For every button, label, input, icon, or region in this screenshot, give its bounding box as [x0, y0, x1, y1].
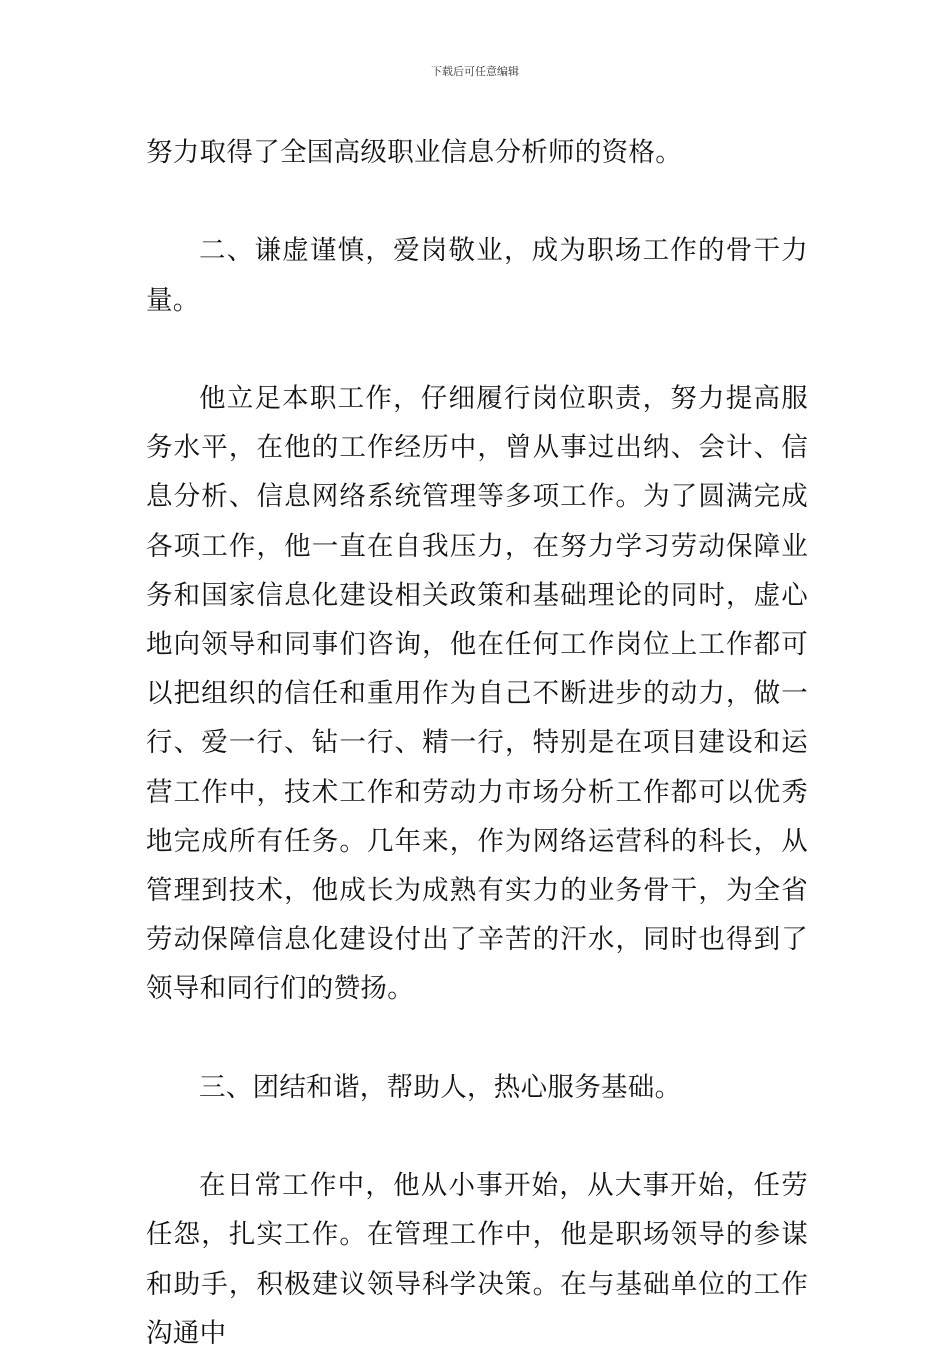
document-body: [146, 128, 808, 1358]
section-heading-three: 三、团结和谐，帮助人，热心服务基础。: [199, 1071, 682, 1103]
section-heading-two: 二、谦虚谨慎，爱岗敬业，成为职场工作的骨干力量。: [146, 235, 808, 316]
paragraph-gap: [146, 325, 808, 374]
paragraph-body: 他立足本职工作，仔细履行岗位职责，努力提高服务水平，在他的工作经历中，曾从事过出纳、会计、信息分析、信息网络系统管理等多项工作。为了圆满完成各项工作，他一直在自我压力，在努力学习劳动保障业务和国家信息化建设相关政策和基础理论的同时，虚心地向领导和同事们咨询，他在任何工作岗位上工作都可以把组织的信任和重用作为自己不断进步的动力，做一行、爱一行、钻一行、精一行，特别是在项目建设和运营工作中，技术工作和劳动力市场分析工作都可以优秀地完成所有任务。几年来，作为网络运营科的科长，从管理到技术，他成长为成熟有实力的业务骨干，为全省劳动保障信息化建设付出了辛苦的汗水，同时也得到了领导和同行们的赞扬。: [146, 382, 808, 1005]
paragraph-gap: [146, 177, 808, 226]
paragraph-body: 在日常工作中，他从小事开始，从大事开始，任劳任怨，扎实工作。在管理工作中，他是职场领导的参谋和助手，积极建议领导科学决策。在与基础单位的工作沟通中: [146, 1170, 808, 1349]
paragraph-continuation: 努力取得了全国高级职业信息分析师的资格。: [146, 137, 682, 168]
paragraph-gap: [146, 1112, 808, 1161]
paragraph-gap: [146, 1014, 808, 1063]
page-header: 下载后可任意编辑: [431, 65, 519, 78]
